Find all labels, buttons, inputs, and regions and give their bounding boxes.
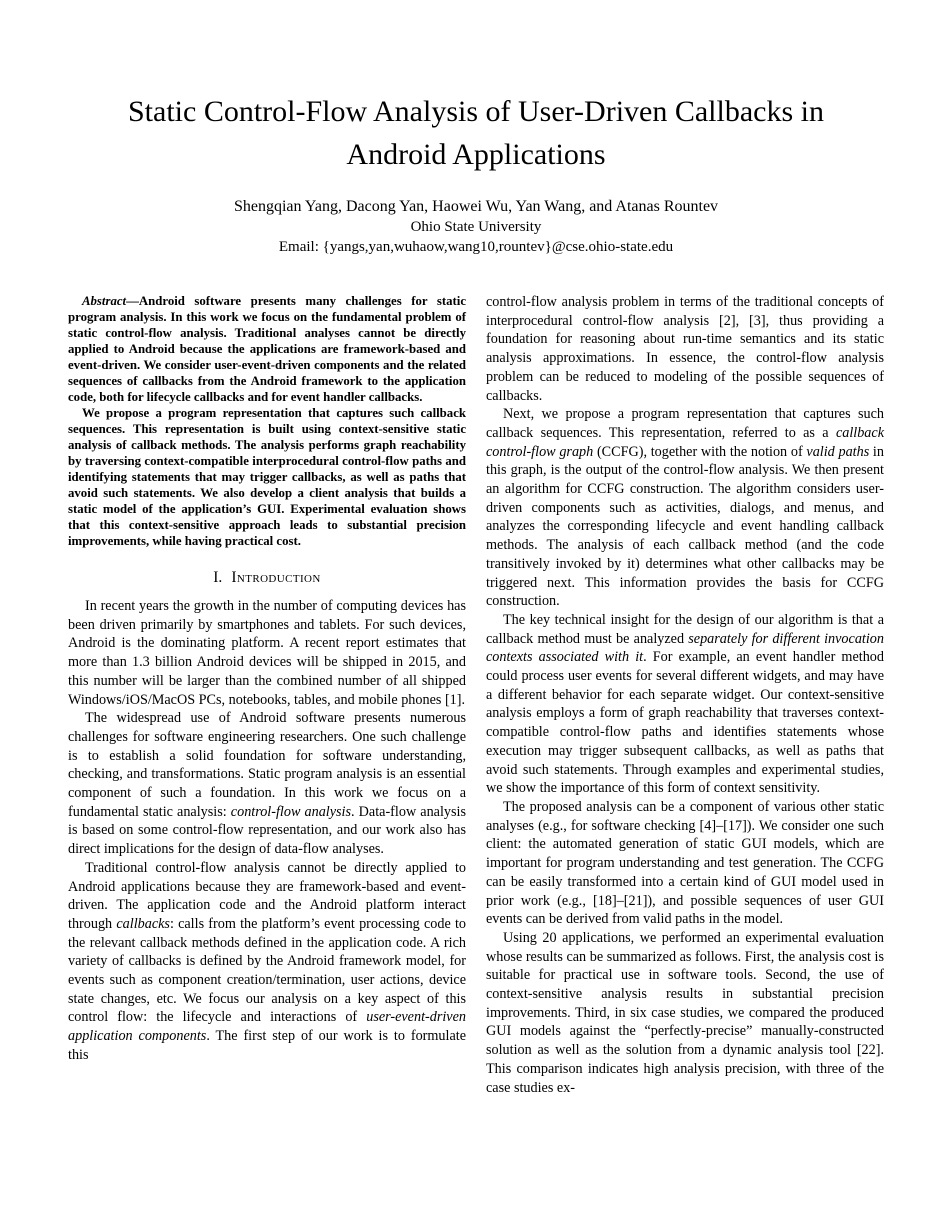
affiliation-line: Ohio State University	[410, 219, 542, 235]
text-run: —Android software presents many challenges for static program analysis. In this work we focus on the fundamental problem of static control-flow analysis. Traditional analyses cannot be directly applied to Android because the applications are framework-based and event-driven. We consider user-event-driven components and the related sequences of callbacks from the Android framework to the application code, both for lifecycle callbacks and for event handler callbacks.	[68, 294, 466, 404]
paragraph	[486, 293, 884, 405]
text-run: We propose a program representation that captures such callback sequences. This representation is built using context-sensitive static analysis of callback methods. The analysis performs graph reachability by traversing context-compatible interprocedural control-flow paths and identifying statements that may trigger callbacks, as well as paths that avoid such statements. We also develop a client analysis that builds a static model of the application’s GUI. Experimental evaluation shows that this context-sensitive approach leads to substantial precision improvements, while having practical cost.	[68, 406, 466, 548]
text-run: . Data-flow analysis is based on some control-flow representation, and our work also has direct implications for the design of data-flow analyses.	[68, 803, 466, 858]
italic-text: callbacks	[116, 915, 170, 932]
text-run: In recent years the growth in the number of computing devices has been driven primarily by smartphones and tablets. For such devices, Android is the dominating platform. A recent report estimates that more than 1.3 billion Android devices will be shipped in 2015, and this number will be larger than the combined number of all shipped Windows/iOS/MacOS PCs, notebooks, tables, and mobile phones [1].	[68, 598, 466, 708]
text-run: The widespread use of Android software presents numerous challenges for software engineering researchers. One such challenge is to establish a solid foundation for software understanding, checking, and transformations. Static program analysis is an essential component of such a foundation. In this work we focus on a fundamental static analysis:	[68, 710, 466, 820]
paragraph	[68, 859, 466, 1065]
introduction-text-right	[486, 293, 884, 1097]
paragraph	[486, 929, 884, 1097]
text-run: The proposed analysis can be a component of various other static analyses (e.g., for software checking [4]–[17]). We consider one such client: the automated generation of static GUI models, which are important for program understanding and test generation. The CCFG can be easily transformed into a certain kind of GUI model used in prior work (e.g., [18]–[21]), and possible sequences of user GUI events can be derived from valid paths in the model.	[486, 798, 884, 928]
italic-text: control-flow analysis	[230, 803, 352, 820]
italic-text: user-event-driven application components	[68, 1009, 466, 1045]
section-title: Introduction	[231, 569, 321, 586]
text-run: Using 20 applications, we performed an experimental evaluation whose results can be summarized as follows. First, the analysis cost is suitable for practical use in software tools. Second, the use of context-sensitive analysis results in substantial precision improvements. Third, in six case studies, we compared the produced GUI models against the “perfectly-precise” manually-constructed solution as well as the solution from a dynamic analysis tool [22]. This comparison indicates high analysis precision, with three of the case studies ex-	[486, 929, 884, 1096]
italic-text: callback control-flow graph	[486, 424, 884, 460]
paragraph	[68, 597, 466, 709]
section-number: I.	[213, 569, 223, 586]
paragraph	[68, 709, 466, 859]
paragraph	[68, 293, 466, 405]
paper-title: Static Control-Flow Analysis of User-Driven Callbacks in Android Applications	[128, 95, 824, 171]
introduction-text-left	[68, 597, 466, 1065]
two-column-body	[68, 293, 884, 1097]
text-run: The key technical insight for the design of our algorithm is that a callback method must be analyzed	[486, 611, 884, 647]
text-run: in this graph, is the output of the control-flow analysis. We then present an algorithm for CCFG construction. The algorithm considers user-driven components such as activities, dialogs, and menus, and analyzes the corresponding lifecycle and event handling callback methods. The analysis of each callback method (and the code transitively invoked by it) determines what other callbacks may be triggered next. This information provides the basis for CCFG construction.	[486, 443, 884, 610]
left-column	[68, 293, 466, 1097]
text-run: . For example, an event handler method could process user events for several different widgets, and may have a different behavior for each separate widget. Our context-sensitive analysis employs a form of graph reachability that traverses context-compatible control-flow paths and identifies statements whose execution may trigger subsequent callbacks, as well as paths that avoid such statements. Through examples and experimental studies, we show the importance of this form of context sensitivity.	[486, 649, 884, 797]
text-run: . The first step of our work is to formulate this	[68, 1028, 467, 1063]
text-run: control-flow analysis problem in terms of the traditional concepts of interprocedural control-flow analysis [2], [3], thus providing a foundation for reasoning about run-time semantics and its static analysis approximations. In essence, the control-flow analysis problem can be reduced to modeling of the possible sequences of callbacks.	[486, 294, 884, 404]
italic-text: Abstract	[82, 294, 127, 308]
section-heading-introduction	[68, 568, 466, 588]
italic-text: separately for different invocation contexts associated with it	[486, 630, 884, 666]
text-run: Traditional control-flow analysis cannot be directly applied to Android applications because they are framework-based and event-driven. The application code and the Android platform interact through	[68, 859, 466, 932]
paragraph	[68, 405, 466, 549]
paragraph	[486, 798, 884, 929]
italic-text: valid paths	[806, 443, 870, 460]
right-column	[486, 293, 884, 1097]
email-line: Email: {yangs,yan,wuhaow,wang10,rountev}@cse.ohio-state.edu	[278, 239, 674, 255]
author-block	[68, 197, 884, 257]
authors-line: Shengqian Yang, Dacong Yan, Haowei Wu, Yan Wang, and Atanas Rountev	[233, 198, 719, 215]
text-run: : calls from the platform’s event processing code to the relevant callback methods defined in the application code. A rich variety of callbacks is defined by the Android framework model, for events such as component creation/termination, user actions, device state changes, etc. We focus our analysis on a key aspect of this control flow: the lifecycle and interactions of	[68, 915, 467, 1026]
paragraph	[486, 611, 884, 798]
text-run: (CCFG), together with the notion of	[593, 443, 807, 460]
abstract-section	[68, 293, 466, 549]
paragraph	[486, 405, 884, 611]
text-run: Next, we propose a program representation that captures such callback sequences. This representation, referred to as a	[486, 406, 884, 441]
